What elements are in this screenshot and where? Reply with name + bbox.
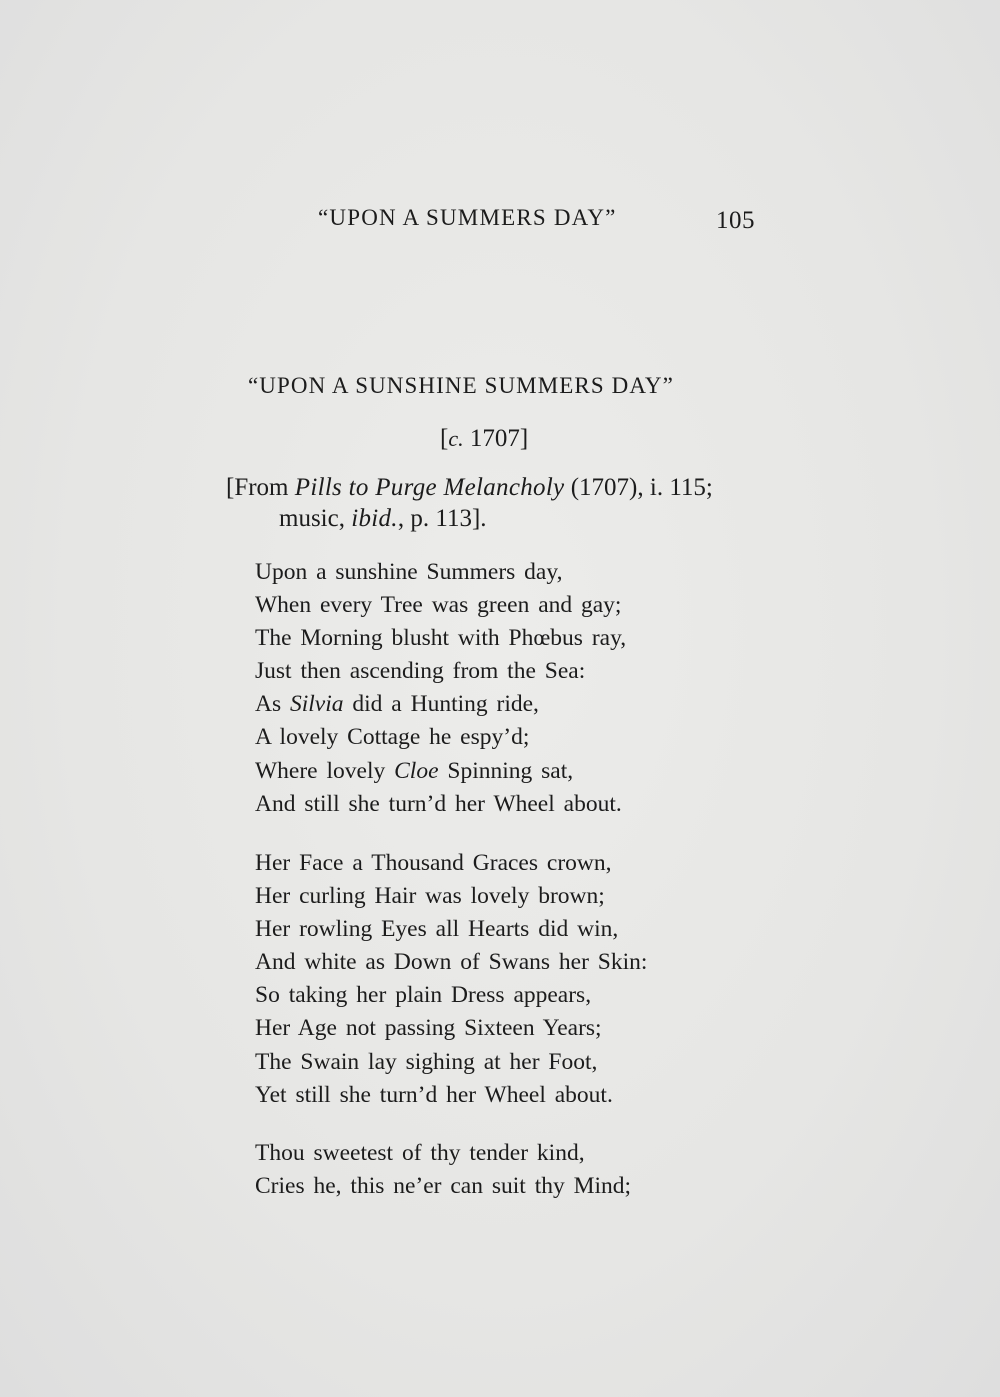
verse-text: Spinning sat, [438, 757, 574, 784]
verse-line: Thou sweetest of thy tender kind, [255, 1140, 585, 1166]
verse-name-cloe: Cloe [394, 757, 439, 784]
verse-line: Her rowling Eyes all Hearts did win, [255, 916, 619, 943]
verse-line: Her Face a Thousand Graces crown, [255, 850, 612, 876]
source-ibid: ibid. [351, 505, 398, 532]
verse-line [255, 688, 626, 721]
poem-date [440, 425, 528, 453]
verse-text: As [255, 691, 290, 718]
source-page: , p. 113]. [397, 505, 487, 532]
source-reference: (1707), i. 115; [564, 474, 713, 501]
date-circa: c. [448, 426, 464, 451]
stanza-2 [255, 847, 647, 1112]
verse-line: Just then ascending from the Sea: [255, 658, 586, 685]
verse-line: So taking her plain Dress appears, [255, 982, 592, 1009]
verse-line: A lovely Cottage he espy’d; [255, 724, 530, 751]
verse-line: Her Age not passing Sixteen Years; [255, 1015, 602, 1042]
verse-line: The Swain lay sighing at her Foot, [255, 1048, 598, 1075]
source-book-title: Pills to Purge Melancholy [294, 474, 565, 501]
verse-line: And still she turn’d her Wheel about. [255, 790, 622, 817]
stanza-3 [255, 1137, 631, 1203]
page-number: 105 [716, 207, 755, 234]
source-music-line [226, 503, 786, 534]
date-year: 1707] [463, 425, 529, 452]
verse-line: Her curling Hair was lovely brown; [255, 883, 605, 910]
verse-line: Yet still she turn’d her Wheel about. [255, 1081, 613, 1108]
verse-line: Upon a sunshine Summers day, [255, 559, 563, 585]
poem-title: “UPON A SUNSHINE SUMMERS DAY” [248, 373, 674, 398]
verse-text: did a Hunting ride, [343, 691, 539, 718]
verse-line [255, 755, 626, 788]
verse-line: Cries he, this ne’er can suit thy Mind; [255, 1173, 632, 1200]
verse-text: Where lovely [255, 757, 395, 784]
stanza-1 [255, 556, 626, 821]
running-head: “UPON A SUMMERS DAY” [318, 205, 617, 230]
verse-line: The Morning blusht with Phœbus ray, [255, 625, 627, 652]
source-note [226, 472, 786, 534]
verse-name-silvia: Silvia [290, 691, 344, 718]
source-open: [From [226, 474, 295, 501]
verse-line: And white as Down of Swans her Skin: [255, 949, 648, 976]
date-bracket: [ [440, 425, 449, 452]
verse-line: When every Tree was green and gay; [255, 592, 622, 619]
source-music: music, [279, 505, 352, 532]
